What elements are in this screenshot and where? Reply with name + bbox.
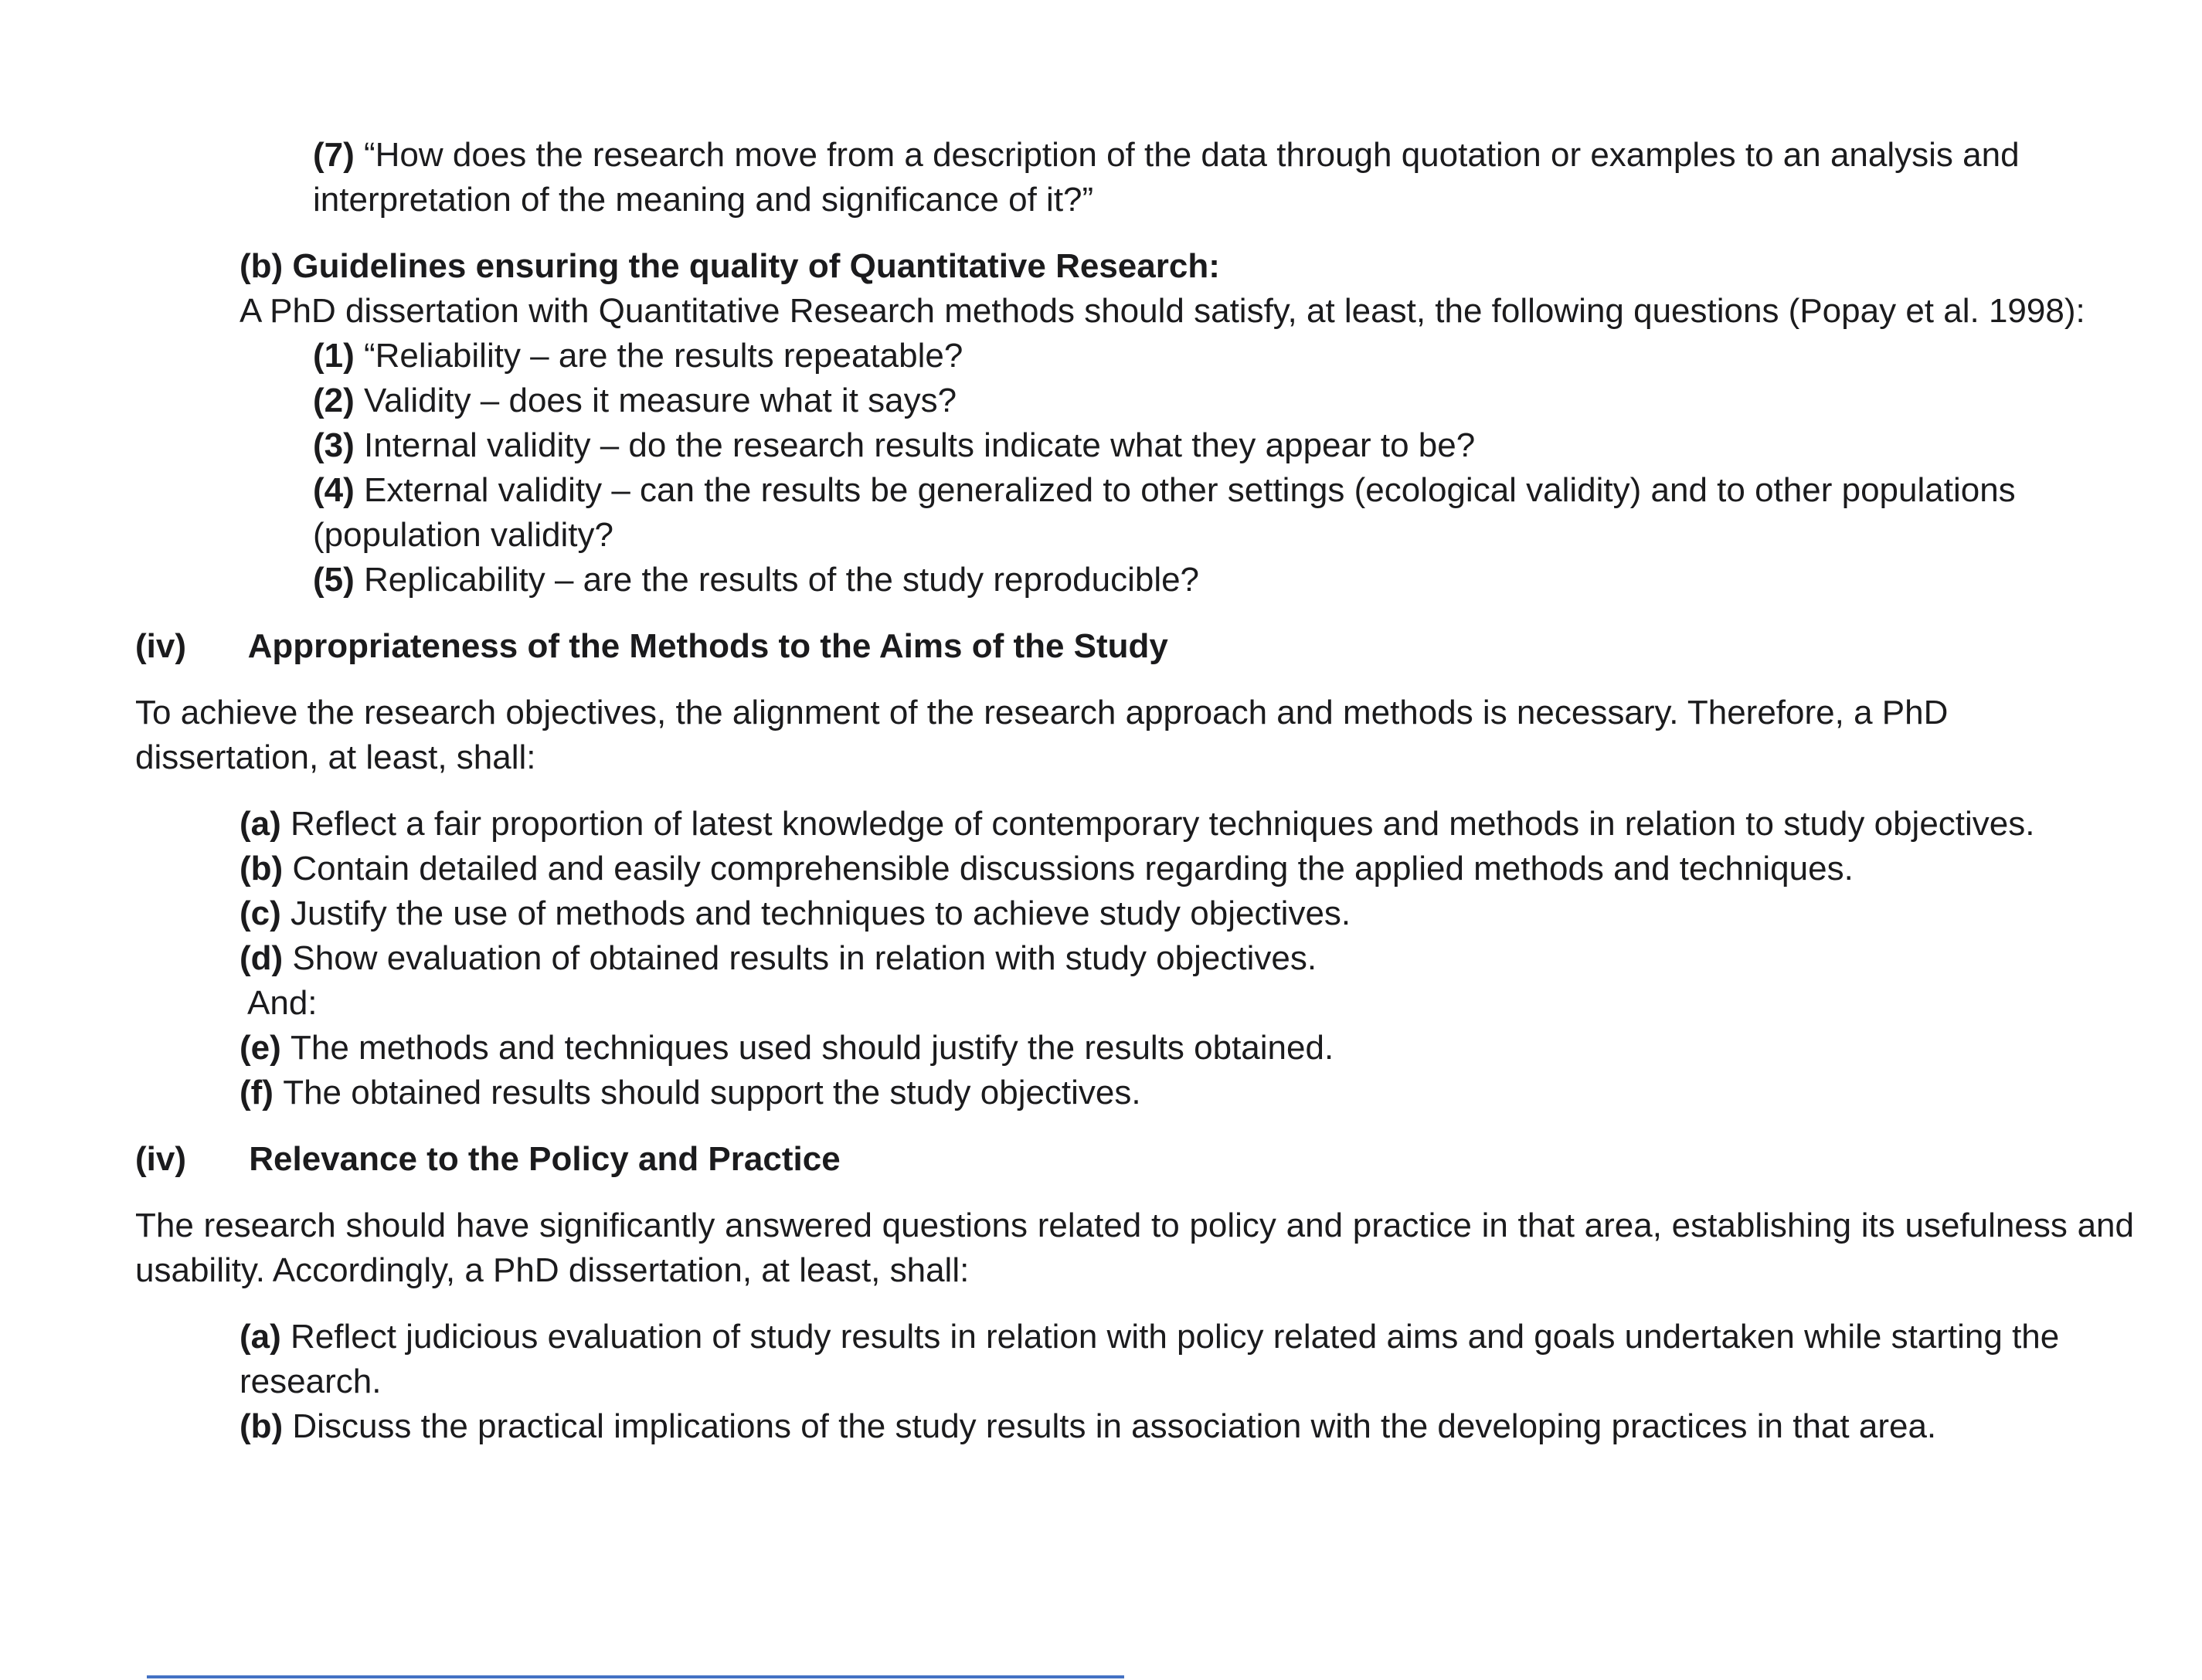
list-item-e-methods-marker: (e) (240, 1029, 291, 1067)
list-item-1 (313, 334, 2134, 378)
list-item-2-text: Validity – does it measure what it says? (364, 382, 957, 419)
list-item-f-methods-text: The obtained results should support the study objectives. (283, 1074, 1141, 1112)
list-item-4-text: External validity – can the results be generalized to other settings (ecological validity) and to other populations (population validity? (313, 471, 2016, 554)
bottom-divider-line (147, 1675, 1124, 1678)
heading-guidelines-title: Guidelines ensuring the quality of Quantitative Research: (292, 247, 1220, 285)
list-item-d-methods-marker: (d) (240, 939, 293, 977)
heading-appropriateness-marker: (iv) (135, 627, 186, 665)
list-item-3-text: Internal validity – do the research results indicate what they appear to be? (364, 426, 1476, 464)
list-item-4-marker: (4) (313, 471, 364, 509)
list-item-3 (313, 423, 2134, 468)
heading-guidelines-marker: (b) (240, 247, 293, 285)
list-item-5-marker: (5) (313, 561, 364, 599)
paragraph-policy-intro: The research should have significantly answered questions related to policy and practice in that area, establishing its usefulness and usability. Accordingly, a PhD dissertation, at least, shall: (135, 1207, 2134, 1289)
heading-guidelines-quantitative (240, 244, 2134, 289)
list-item-b-policy (240, 1404, 2134, 1449)
list-item-3-marker: (3) (313, 426, 364, 464)
heading-appropriateness (135, 624, 2134, 669)
paragraph-methods-intro: To achieve the research objectives, the alignment of the research approach and methods is necessary. Therefore, a PhD dissertation, at least, shall: (135, 694, 1949, 776)
list-item-c-methods-text: Justify the use of methods and techniques to achieve study objectives. (291, 894, 1351, 932)
list-item-b-policy-text: Discuss the practical implications of the study results in association with the developing practices in that area. (292, 1407, 1937, 1445)
and-connector: And: (247, 984, 318, 1022)
list-item-b-methods-marker: (b) (240, 850, 293, 888)
heading-relevance-policy-marker: (iv) (135, 1140, 186, 1178)
list-item-a-methods-marker: (a) (240, 805, 291, 843)
heading-relevance-policy (135, 1137, 2134, 1182)
list-item-b-policy-marker: (b) (240, 1407, 293, 1445)
list-item-d-methods-text: Show evaluation of obtained results in relation with study objectives. (292, 939, 1317, 977)
paragraph-quantitative-intro: A PhD dissertation with Quantitative Research methods should satisfy, at least, the following questions (Popay et al. 1998): (240, 292, 2085, 330)
list-item-2 (313, 378, 2134, 423)
list-item-1-text: “Reliability – are the results repeatable? (364, 337, 963, 375)
list-item-5-text: Replicability – are the results of the study reproducible? (364, 561, 1200, 599)
list-item-1-marker: (1) (313, 337, 364, 375)
list-item-e-methods (240, 1026, 2134, 1071)
list-item-e-methods-text: The methods and techniques used should justify the results obtained. (291, 1029, 1334, 1067)
list-item-f-methods-marker: (f) (240, 1074, 284, 1112)
list-item-2-marker: (2) (313, 382, 364, 419)
list-item-a-methods-text: Reflect a fair proportion of latest knowledge of contemporary techniques and methods in relation to study objectives. (291, 805, 2035, 843)
list-item-7-marker: (7) (313, 136, 364, 174)
list-item-a-policy-marker: (a) (240, 1318, 291, 1356)
list-item-f-methods (240, 1071, 2134, 1115)
list-item-c-methods-marker: (c) (240, 894, 291, 932)
list-item-a-policy-text: Reflect judicious evaluation of study results in relation with policy related aims and goals undertaken while starting the research. (240, 1318, 2060, 1400)
heading-appropriateness-title: Appropriateness of the Methods to the Aims of the Study (247, 627, 1168, 665)
list-item-7 (313, 133, 2134, 222)
heading-relevance-policy-title: Relevance to the Policy and Practice (249, 1140, 841, 1178)
list-item-4 (313, 468, 2134, 558)
list-item-d-methods (240, 936, 2134, 981)
list-item-a-policy (240, 1315, 2134, 1404)
list-item-a-methods (240, 802, 2134, 847)
list-item-7-text: “How does the research move from a description of the data through quotation or examples to an analysis and interpretation of the meaning and significance of it?” (313, 136, 2020, 219)
list-item-c-methods (240, 891, 2134, 936)
list-item-5 (313, 558, 2134, 602)
list-item-b-methods (240, 847, 2134, 891)
list-item-b-methods-text: Contain detailed and easily comprehensible discussions regarding the applied methods and techniques. (292, 850, 1854, 888)
